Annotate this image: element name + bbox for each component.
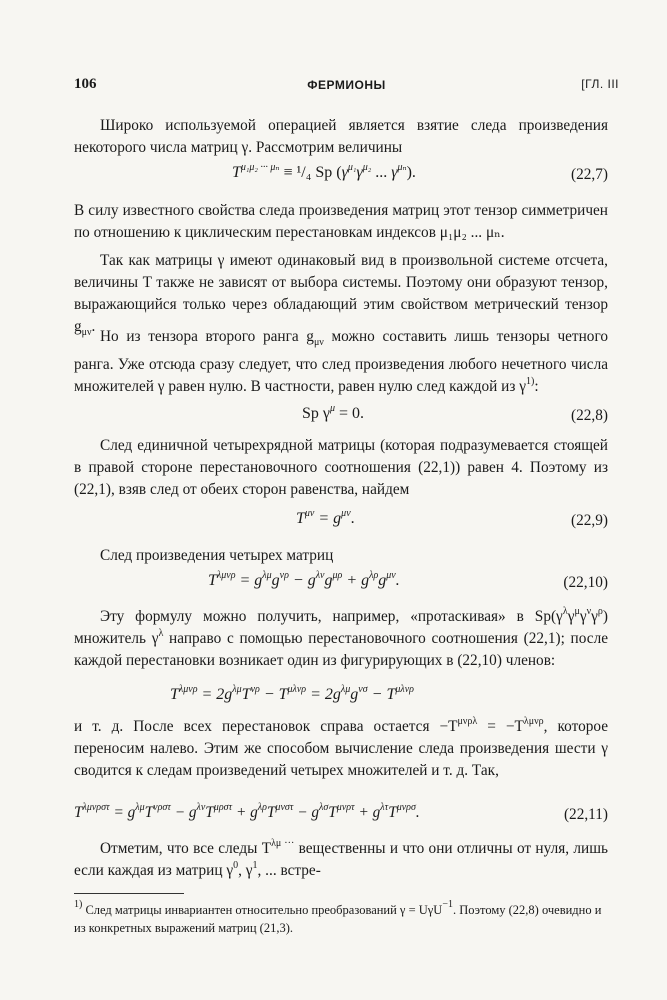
- equation-22-7: $T^{\mu_1\mu_2 \cdot\cdot\cdot \mu_n} \equiv ^1/_4$ Sp ($\gamma^{\mu_1}\gamma^{\mu_2}$ ... $\gamma^{\mu_n}$). (22,7): [232, 162, 608, 183]
- equation-22-10: $T^{\lambda\mu\nu\rho} = g^{\lambda\mu}g^{\nu\rho} - g^{\lambda\nu}g^{\mu\rho} + g^{\lambda\rho}g^{\mu\nu}$. (22,10): [208, 570, 608, 591]
- page-header: [74, 76, 619, 96]
- running-title: ФЕРМИОНЫ: [307, 78, 386, 92]
- paragraph-9: Отметим, что все следы $T^{\lambda\mu \cdot\cdot\cdot}$ вещественны и что они отличны от нуля, лишь если каждая из матриц $\gamma^0$, $\gamma^1$, ... встре-: [74, 838, 609, 879]
- equation-22-8: Sp $\gamma^\mu = 0$. (22,8): [302, 403, 608, 424]
- paragraph-8: и т. д. После всех перестановок справа остается $-T^{\mu\nu\rho\lambda} = -T^{\lambda\mu\nu\rho}$, которое переносим налево. Этим же способом вычисление следа произведения шести γ сводится к следам произведений четырех множителей и т. д. Так,: [74, 716, 609, 779]
- equation-number: (22,11): [563, 806, 608, 823]
- chapter-label: [ГЛ. III: [581, 77, 619, 91]
- paragraph-4: Но из тензора второго ранга $g_{\mu\nu}$ можно составить лишь тензоры четного ранга. Уже отсюда сразу следует, что след произведения любого нечетного числа множителей γ равен нулю. В частности, равен нулю след каждой из $\gamma^{1)}$:: [74, 328, 608, 396]
- paragraph-7: Эту формулу можно получить, например, «протаскивая» в $Sp(\gamma^\lambda\gamma^\mu\gamma^\nu\gamma^\rho)$ множитель $\gamma^\lambda$ направо с помощью перестановочного соотношения (22,1); после каждой перестановки возникает один из фигурирующих в (22,10) членов:: [74, 606, 608, 669]
- paragraph-6: След произведения четырех матриц: [100, 547, 334, 564]
- footnote: $^{1)}$ След матрицы инвариантен относительно преобразований γ = UγU$^{-1}$. Поэтому (22,8) очевидно и из конкретных выражений матриц (21,3).: [74, 899, 602, 935]
- equation-permutation: $T^{\lambda\mu\nu\rho} = 2g^{\lambda\mu}T^{\nu\rho} - T^{\mu\lambda\nu\rho} = 2g^{\lambda\mu}g^{\nu\sigma} - T^{\mu\lambda\nu\rho}$: [170, 684, 414, 703]
- paragraph-2: В силу известного свойства следа произведения матриц этот тензор симметричен по отношению к циклическим перестановкам индексов μ₁μ₂ ... μₙ.: [74, 202, 608, 241]
- equation-number: (22,10): [563, 574, 608, 591]
- page-number: 106: [74, 76, 97, 92]
- equation-22-9: $T^{\mu\nu} = g^{\mu\nu}$. (22,9): [296, 508, 608, 529]
- equation-22-11: $T^{\lambda\mu\nu\rho\sigma\tau} = g^{\lambda\mu}T^{\nu\rho\sigma\tau} - g^{\lambda\nu}T^{\mu\rho\sigma\tau} + g^{\lambda\rho}T^{\mu\nu\sigma\tau} - g^{\lambda\sigma}T^{\mu\nu\rho\tau} + g^{\lambda\tau}T^{\mu\nu\rho\sigma}$. (22,11): [74, 802, 608, 823]
- equation-number: (22,9): [571, 512, 608, 529]
- equation-number: (22,8): [571, 407, 608, 424]
- equation-number: (22,7): [571, 166, 608, 183]
- paragraph-5: След единичной четырехрядной матрицы (которая подразумевается стоящей в правой стороне перестановочного соотношения (22,1)) равен 4. Поэтому из (22,1), взяв след от обеих сторон равенства, найдем: [74, 437, 608, 498]
- paragraph-1: Широко используемой операцией является взятие следа произведения некоторого числа матриц γ. Рассмотрим величины: [74, 117, 608, 156]
- paragraph-3: Так как матрицы γ имеют одинаковый вид в произвольной системе отсчета, величины T также не зависят от выбора системы. Поэтому они образуют тензор, выражающийся только через обладающий этим свойством метрический тензор $g_{\mu\nu}$.: [74, 252, 608, 339]
- footnote-rule: [74, 893, 184, 894]
